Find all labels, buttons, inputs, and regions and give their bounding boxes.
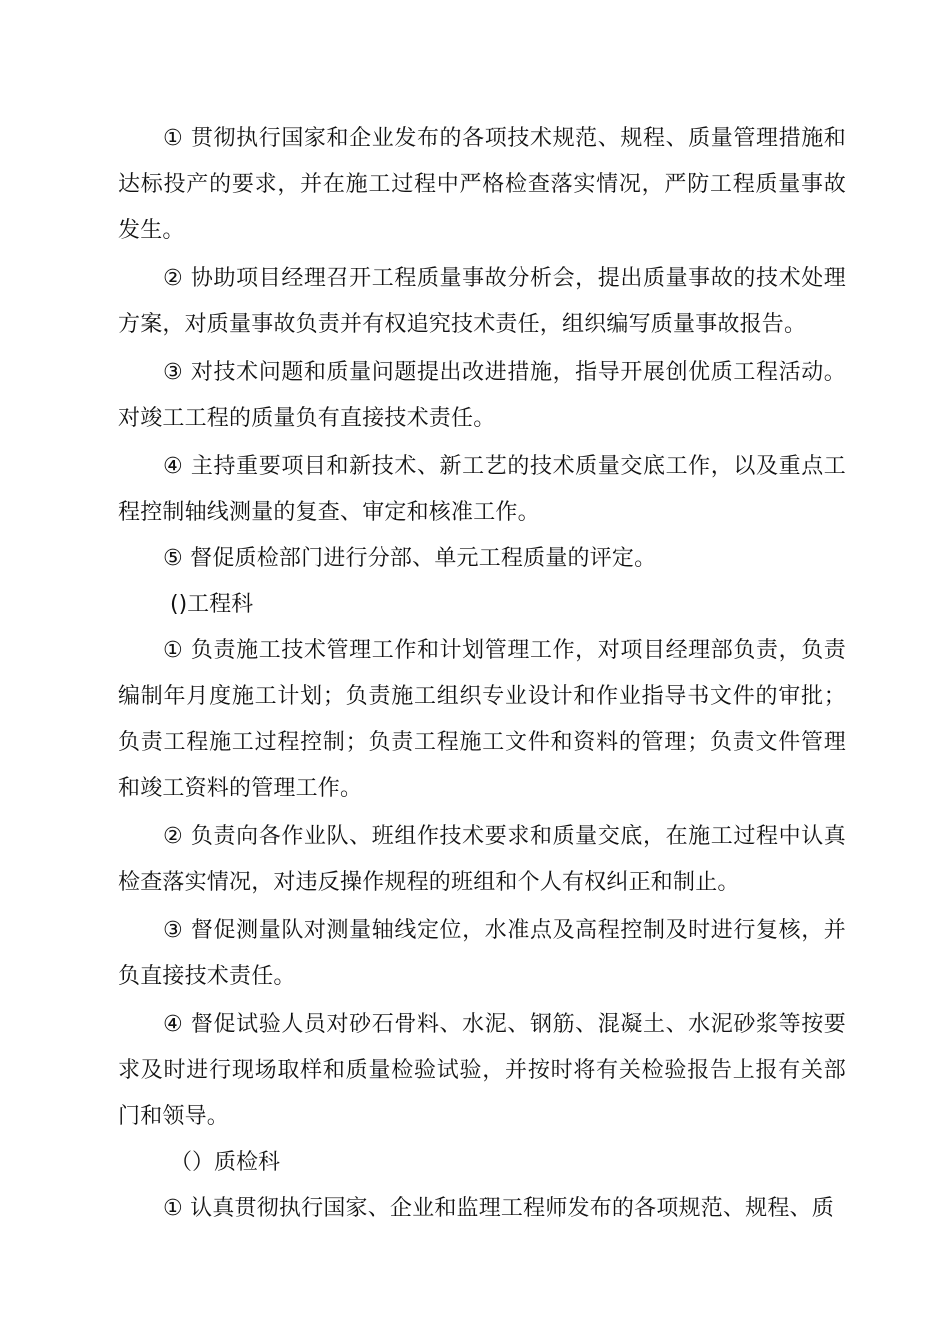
paragraph-eng-1: ① 负责施工技术管理工作和计划管理工作，对项目经理部负责，负责编制年月度施工计划；负责施工组织专业设计和作业指导书文件的审批；负责工程施工过程控制；负责工程施工文件和资料的管理；负责文件管理和竣工资料的管理工作。 [118, 638, 846, 801]
section-heading-quality-inspection: （）质检科 [170, 1150, 281, 1175]
section-heading-engineering: ()工程科 [170, 592, 254, 617]
paragraph-eng-2: ② 负责向各作业队、班组作技术要求和质量交底，在施工过程中认真检查落实情况，对违反操作规程的班组和个人有权纠正和制止。 [118, 824, 846, 895]
paragraph-tech-2: ② 协助项目经理召开工程质量事故分析会，提出质量事故的技术处理方案，对质量事故负责并有权追究技术责任，组织编写质量事故报告。 [118, 266, 846, 337]
paragraph-qc-1: ① 认真贯彻执行国家、企业和监理工程师发布的各项规范、规程、质 [163, 1196, 834, 1221]
paragraph-tech-4: ④ 主持重要项目和新技术、新工艺的技术质量交底工作，以及重点工程控制轴线测量的复查、审定和核准工作。 [118, 454, 846, 525]
paragraph-tech-1: ① 贯彻执行国家和企业发布的各项技术规范、规程、质量管理措施和达标投产的要求，并在施工过程中严格检查落实情况，严防工程质量事故发生。 [118, 126, 846, 243]
paragraph-tech-3: ③ 对技术问题和质量问题提出改进措施，指导开展创优质工程活动。对竣工工程的质量负有直接技术责任。 [118, 360, 846, 431]
document-page [118, 116, 846, 1232]
paragraph-tech-5: ⑤ 督促质检部门进行分部、单元工程质量的评定。 [163, 546, 657, 571]
paragraph-eng-3: ③ 督促测量队对测量轴线定位，水准点及高程控制及时进行复核，并负直接技术责任。 [118, 918, 846, 989]
paragraph-eng-4: ④ 督促试验人员对砂石骨料、水泥、钢筋、混凝土、水泥砂浆等按要求及时进行现场取样和质量检验试验，并按时将有关检验报告上报有关部门和领导。 [118, 1012, 846, 1129]
